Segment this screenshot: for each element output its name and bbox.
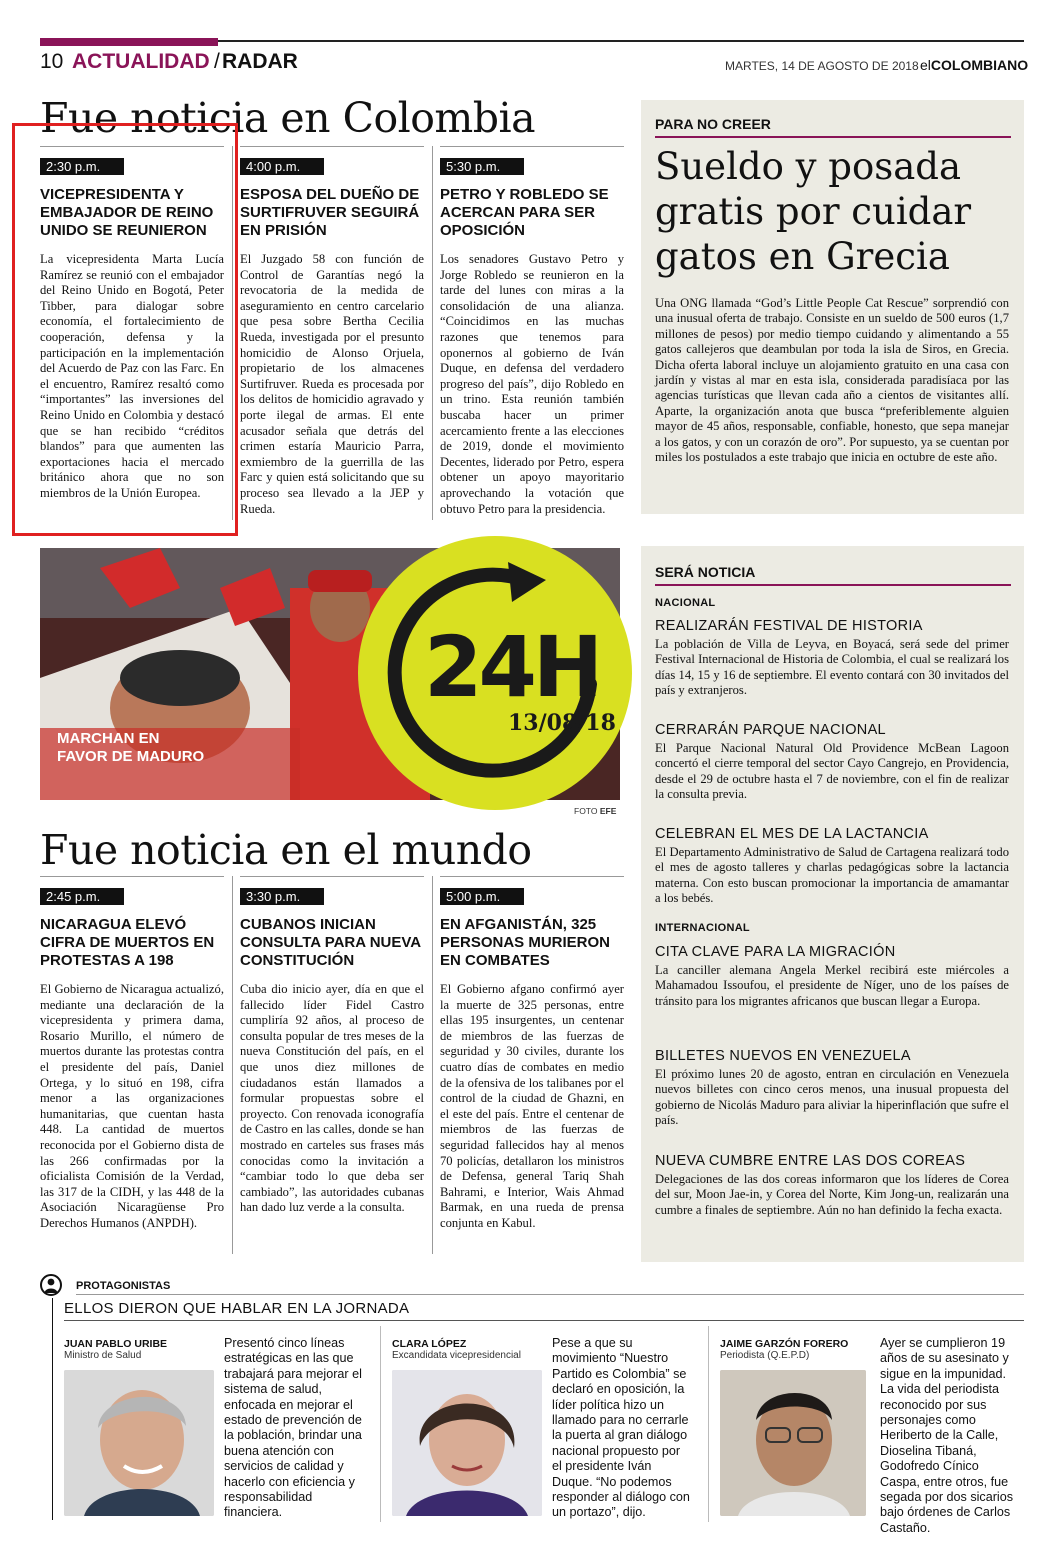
news-title: REALIZARÁN FESTIVAL DE HISTORIA xyxy=(655,618,923,634)
protagonist-role: Ministro de Salud xyxy=(64,1350,142,1361)
protagonist-name: JUAN PABLO URIBE xyxy=(64,1338,168,1350)
badge-date: 13/08/18 xyxy=(508,710,616,736)
news-title: CITA CLAVE PARA LA MIGRACIÓN xyxy=(655,944,896,960)
internacional-item-2 xyxy=(655,1048,1009,1129)
time-badge: 3:30 p.m. xyxy=(240,888,324,905)
panel-rule xyxy=(655,584,1011,586)
time-badge: 5:00 p.m. xyxy=(440,888,524,905)
sera-noticia-panel xyxy=(641,546,1024,1262)
protagonistas-vertical-rule xyxy=(52,1298,53,1520)
time-badge: 2:45 p.m. xyxy=(40,888,124,905)
protagonist-divider xyxy=(708,1326,709,1522)
protagonist-2 xyxy=(392,1330,692,1530)
caption-line-1: MARCHAN EN xyxy=(57,730,160,747)
protagonist-3 xyxy=(720,1330,1024,1535)
panel-rule xyxy=(655,136,1011,138)
badge-24h-text: 24H xyxy=(424,618,600,716)
column-rule xyxy=(240,146,424,147)
item-headline: EN AFGANISTÁN, 325 PERSONAS MURIERON EN COMBATES xyxy=(440,916,611,969)
protagonist-1 xyxy=(64,1330,364,1530)
news-title: CELEBRAN EL MES DE LA LACTANCIA xyxy=(655,826,929,842)
person-icon xyxy=(40,1274,62,1296)
protagonist-text: Presentó cinco líneas estratégicas en las que trabajará para mejorar el sistema de salud, enfocada en mejorar el estado de prevención de la población, brindar una buena atención con servicios de calidad y hacerlo con eficiencia y responsabilidad financiera. xyxy=(224,1336,362,1520)
item-body: El Gobierno de Nicaragua actualizó, mediante una declaración de la vicepresidenta y primera dama, Rosario Murillo, el número de muertos durante las protestas contra el presidente del país, Daniel Ortega, y lo situó en 198, cifra menor a las organizaciones humanitarias, que cuentan hasta 448. La cantidad de muertos reconocida por el Gobierno dista de las 266 confirmadas por la oficialista Comisión de la Verdad, las 317 de la CIDH, y las 448 de la Asociación Nicaragüense Pro Derechos Humanos (ANPDH). xyxy=(40,982,224,1230)
para-no-creer-tag: PARA NO CREER xyxy=(655,116,771,132)
news-body: Delegaciones de las dos coreas informaron que los líderes de Corea del sur, Moon Jae-in, y Corea del Norte, Kim Jong-un, realizarán una cumbre a finales de septiembre. Aún no han definido la fecha exacta. xyxy=(655,1172,1009,1217)
credit-prefix: FOTO xyxy=(574,806,598,816)
protagonist-role: Periodista (Q.E.P.D) xyxy=(720,1350,810,1361)
mundo-columns xyxy=(40,876,630,1256)
mundo-title: Fue noticia en el mundo xyxy=(40,826,532,874)
news-title: BILLETES NUEVOS EN VENEZUELA xyxy=(655,1048,911,1064)
time-badge: 5:30 p.m. xyxy=(440,158,524,175)
news-body: La canciller alemana Angela Merkel recibirá este miércoles a Mahamadou Issoufou, el presidente de Níger, uno de los países de tránsito para los migrantes africanos que buscan llegar a Europa. xyxy=(655,963,1009,1008)
item-body: La vicepresidenta Marta Lucía Ramírez se reunió con el embajador del Reino Unido en Bogotá, Peter Tibber, para dialogar sobre economía, el fortalecimiento de cooperación, defensa y la participación en la implementación del Acuerdo de Paz con las Farc. En el encuentro, Ramírez resaltó como “importantes” las inversiones del Reino Unido en Colombia y destacó que se han recibido “créditos blandos” para que aumenten las exportaciones hacia el mercado británico ahora que no son miembros de la Unión Europea. xyxy=(40,252,224,500)
column-divider xyxy=(432,876,433,1254)
portrait-illustration xyxy=(392,1370,542,1516)
person-glyph xyxy=(42,1276,60,1294)
news-title: NUEVA CUMBRE ENTRE LAS DOS COREAS xyxy=(655,1153,966,1169)
protagonist-text: Ayer se cumplieron 19 años de su asesinato y sigue en la impunidad. La vida del periodista reconocido por sus personajes como Heriberto de la Calle, Dioselina Tibaná, Godofredo Cínico Caspa, entre otros, fue segada por dos sicarios bajo órdenes de Carlos Castaño. xyxy=(880,1336,1014,1535)
credit-source: EFE xyxy=(599,806,617,816)
column-rule xyxy=(240,876,424,877)
nacional-item-1 xyxy=(655,618,1009,699)
news-body: El Departamento Administrativo de Salud de Cartagena realizará todo el mes de agosto talleres y charlas pedagógicas sobre la lactancia materna. Con esto buscan promocionar la importancia de amamantar a los bebés. xyxy=(655,845,1009,906)
item-body: El Juzgado 58 con función de Control de Garantías negó la revocatoria de la medida de aseguramiento en centro carcelario que pesa sobre Bertha Cecilia Rueda, investigada por el presunto homicidio de Alonso Orjuela, propietario de los almacenes Surtifruver. Rueda es procesada por los delitos de homicidio agravado y porte ilegal de armas. El ente acusador señala que detrás del crimen estaría Mauricio Parra, exmiembro de la guerrilla de las Farc y quien está solicitando que su proceso sea llevado a la JEP y Rueda. xyxy=(240,252,424,516)
news-body: El próximo lunes 20 de agosto, entran en circulación en Venezuela nuevos billetes con cinco ceros menos, una inusual propuesta del gobierno de Nicolás Maduro para aliviar la hiperinflación que sufre el país. xyxy=(655,1067,1009,1128)
protagonist-portrait xyxy=(392,1370,542,1516)
column-rule xyxy=(440,146,624,147)
mundo-item-3 xyxy=(440,876,624,1232)
column-divider xyxy=(232,876,233,1254)
column-rule xyxy=(440,876,624,877)
colombia-item-2 xyxy=(240,146,424,517)
section-slash: / xyxy=(214,50,220,73)
nacional-item-2 xyxy=(655,722,1009,803)
item-body: Cuba dio inicio ayer, día en que el fallecido líder Fidel Castro cumpliría 92 años, al proceso de consulta popular de tres meses de la nueva Constitución del país, en el que unos diez millones de ciudadanos están llamados a formular propuestas sobre el proyecto. Con renovada iconografía de Castro en las calles, donde se han mostrado en carteles sus frases más conocidas como la invitación a “cambiar todo lo que deba ser cambiado”, las autoridades cubanas han dado luz verde a la consulta. xyxy=(240,982,424,1215)
highlight-box xyxy=(12,123,238,536)
item-headline: PETRO Y ROBLEDO SE ACERCAN PARA SER OPOSICIÓN xyxy=(440,186,609,239)
column-rule xyxy=(40,876,224,877)
item-headline: CUBANOS INICIAN CONSULTA PARA NUEVA CONSTITUCIÓN xyxy=(240,916,421,969)
protagonist-role: Excandidata vicepresidencial xyxy=(392,1350,521,1361)
sera-noticia-tag: SERÁ NOTICIA xyxy=(655,564,756,580)
protagonist-portrait xyxy=(720,1370,866,1516)
item-headline: NICARAGUA ELEVÓ CIFRA DE MUERTOS EN PROTESTAS A 198 xyxy=(40,916,215,969)
protagonist-text: Pese a que su movimiento “Nuestro Partido es Colombia” se declaró en oposición, la líder política hizo un llamado para no cerrarle la puerta al gran diálogo nacional propuesto por el presidente Iván Duque. “No podemos responder al diálogo con un portazo”, dijo. xyxy=(552,1336,690,1520)
portrait-illustration xyxy=(720,1370,866,1516)
para-no-creer-panel xyxy=(641,100,1024,514)
colombia-title: Fue noticia en Colombia xyxy=(40,94,536,142)
protagonistas-subrule xyxy=(64,1320,1024,1321)
portrait-illustration xyxy=(64,1370,214,1516)
column-divider xyxy=(432,146,433,520)
photo-caption xyxy=(57,730,204,766)
item-body: El Gobierno afgano confirmó ayer la muerte de 325 personas, entre ellas 195 insurgentes, un centenar de miembros de las fuerzas de seguridad y 30 civiles, durante los cuatro días de combates en medio de la ofensiva de los talibanes por el control de la ciudad de Ghazni, en el este del país. Entre el centenar de miembros de las fuerzas de seguridad fallecidos hay al menos 70 policías, detallaron los ministros de Defensa, general Tariq Shah Bahrami, e Interior, Wais Ahmad Barmak, en una rueda de prensa conjunta en Kabul. xyxy=(440,982,624,1230)
news-title: CERRARÁN PARQUE NACIONAL xyxy=(655,722,886,738)
item-body: Los senadores Gustavo Petro y Jorge Robledo se reunieron en la tarde del lunes con miras a la consolidación de una alianza. “Coincidimos en las muchas razones que tenemos para oponernos al gobierno de Iván Duque, en defensa del verdadero progreso del país”, dijo Robledo en un trino. Esta reunión también buscaba hacer un primer acercamiento frente a las elecciones de 2019, donde el movimiento Decentes, liderado por Petro, espera obtener un apoyo mayoritario aprovechando la votación que obtuvo Petro para la presidencia. xyxy=(440,252,624,516)
item-headline: ESPOSA DEL DUEÑO DE SURTIFRUVER SEGUIRÁ EN PRISIÓN xyxy=(240,186,420,239)
protagonistas-rule xyxy=(76,1294,1024,1295)
dateline: MARTES, 14 DE AGOSTO DE 2018 xyxy=(725,59,919,73)
internacional-item-3 xyxy=(655,1153,1009,1218)
subsection-name: RADAR xyxy=(222,50,298,73)
news-body: El Parque Nacional Natural Old Providence McBean Lagoon concertó el cierre temporal del sector Cayo Cangrejo, en Providencia, desde el 29 de octubre hasta el 7 de noviembre, con el fin de realizar la consulta previa. xyxy=(655,741,1009,802)
protagonist-name: JAIME GARZÓN FORERO xyxy=(720,1338,849,1350)
protagonist-divider xyxy=(380,1326,381,1522)
section-accent-bar xyxy=(40,38,218,46)
protagonistas-subtitle: ELLOS DIERON QUE HABLAR EN LA JORNADA xyxy=(64,1300,410,1317)
colombia-item-3 xyxy=(440,146,624,517)
brand-prefix: el xyxy=(920,57,931,73)
time-badge: 4:00 p.m. xyxy=(240,158,324,175)
item-headline: VICEPRESIDENTA Y EMBAJADOR DE REINO UNIDO SE REUNIERON xyxy=(40,186,214,239)
photo-credit xyxy=(574,806,616,816)
nacional-item-3 xyxy=(655,826,1009,907)
page-number: 10 xyxy=(40,50,64,73)
para-no-creer-body: Una ONG llamada “God’s Little People Cat Rescue” sorprendió con una inusual oferta de trabajo. Consiste en un sueldo de 500 euros (1,7 millones de pesos) por medio tiempo cuidando y alimentando a 55 gatos callejeros que deambulan por toda la isla de Siros, en Grecia. Dicha oferta laboral incluye un alojamiento gratuito en una casa con jardín y vistas al mar en esta isla, considerada paradisíaca por las agencias turísticas que llevan cada año a cientos de visitantes allí. Aparte, la organización anota que busca “preferiblemente alguien mayor de 45 años, responsable, confiable, honesto, que sepa manejar a los gatos, y con un corazón de oro”. Por supuesto, ya se cuentan por miles los postulados a este trabajo que inicia en octubre de este año. xyxy=(655,296,1009,465)
mundo-item-2 xyxy=(240,876,424,1216)
mundo-item-1 xyxy=(40,876,224,1232)
section-name: ACTUALIDAD xyxy=(72,50,210,73)
protagonist-portrait xyxy=(64,1370,214,1516)
brand-name: COLOMBIANO xyxy=(930,57,1029,73)
news-body: La población de Villa de Leyva, en Boyacá, será sede del primer Festival Internacional de Historia de Colombia, el cual se realizará los días 14, 15 y 16 de septiembre. El evento contará con 30 invitados del país y extranjeros. xyxy=(655,637,1009,698)
protagonistas-tag: PROTAGONISTAS xyxy=(76,1280,171,1292)
badge-24h xyxy=(358,536,632,810)
internacional-label: INTERNACIONAL xyxy=(655,922,750,934)
nacional-label: NACIONAL xyxy=(655,597,716,609)
para-no-creer-title: Sueldo y posada gratis por cuidar gatos en Grecia xyxy=(655,145,972,278)
protagonist-name: CLARA LÓPEZ xyxy=(392,1338,467,1350)
internacional-item-1 xyxy=(655,944,1009,1009)
caption-line-2: FAVOR DE MADURO xyxy=(57,748,205,765)
time-badge: 2:30 p.m. xyxy=(40,158,124,175)
brand-logo xyxy=(920,57,1028,73)
